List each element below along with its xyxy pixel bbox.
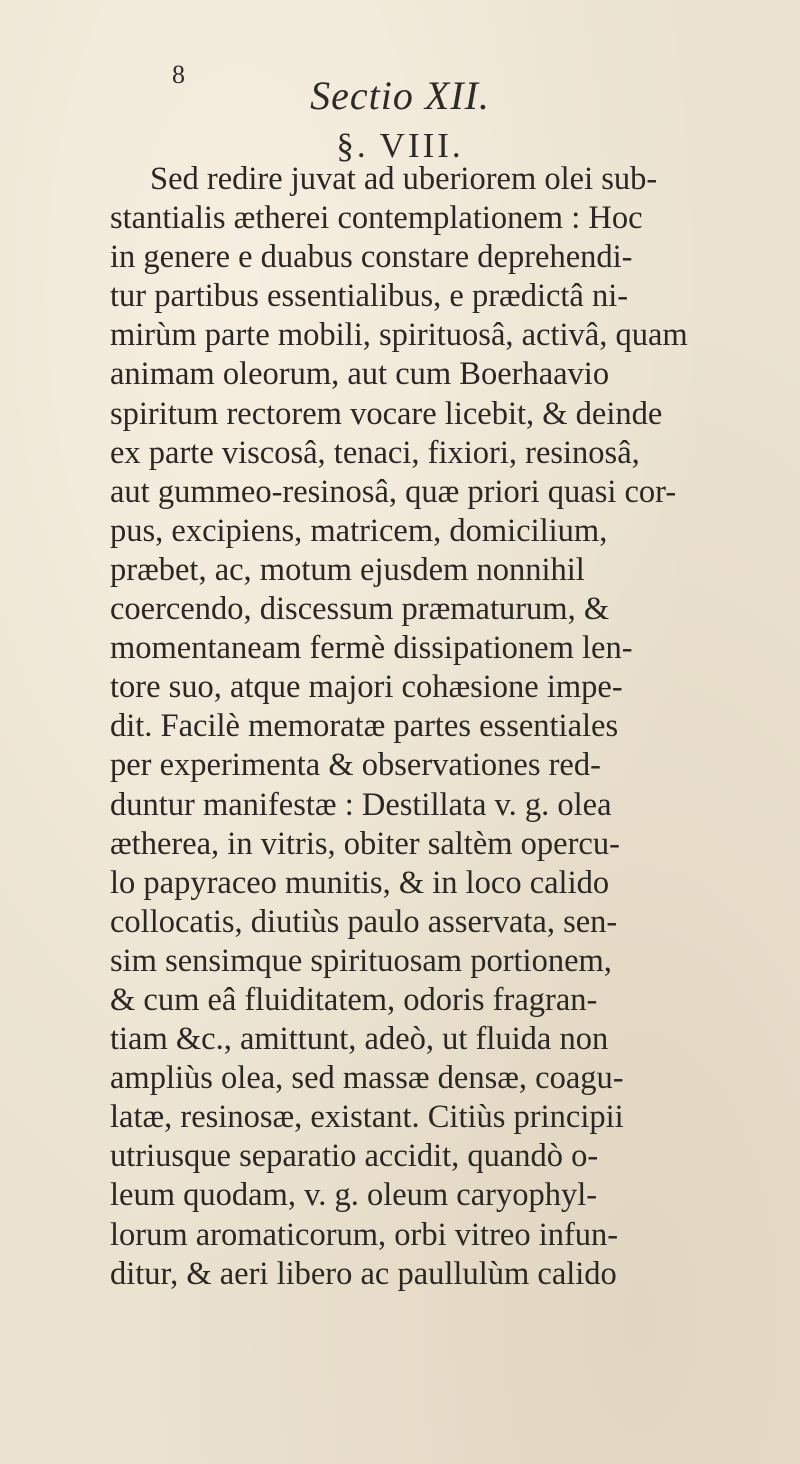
text-line: præbet, ac, motum ejusdem nonnihil [110,551,585,588]
text-line: collocatis, diutiùs paulo asservata, sen- [110,903,618,940]
text-line: in genere e duabus constare deprehendi- [110,239,633,276]
text-line: animam oleorum, aut cum Boerhaavio [110,356,610,393]
text-line: ampliùs olea, sed massæ densæ, coagu- [110,1060,624,1097]
text-line: tur partibus essentialibus, e prædictâ ni- [110,278,629,315]
text-line: per experimenta & observationes red- [110,747,601,784]
text-line: dit. Facilè memoratæ partes essentiales [110,708,619,745]
text-line: stantialis ætherei contemplationem : Hoc [110,200,643,237]
text-line: mirùm parte mobili, spirituosâ, activâ, quam [110,317,688,354]
text-line: ditur, & aeri libero ac paullulùm calido [110,1255,617,1292]
text-line: spiritum rectorem vocare licebit, & deinde [110,395,663,432]
text-line: pus, excipiens, matricem, domicilium, [110,512,608,549]
text-line: coercendo, discessum præmaturum, & [110,591,610,628]
text-line: momentaneam fermè dissipationem len- [110,630,633,667]
text-line: & cum eâ fluiditatem, odoris fragran- [110,981,598,1018]
page-number: 8 [172,60,185,89]
text-line: tiam &c., amittunt, adeò, ut fluida non [110,1021,609,1058]
text-line: ex parte viscosâ, tenaci, fixiori, resinosâ, [110,434,640,471]
text-line: lorum aromaticorum, orbi vitreo infun- [110,1216,619,1253]
body-paragraph [110,160,750,1294]
text-line: duntur manifestæ : Destillata v. g. olea [110,786,612,823]
text-line: Sed redire juvat ad uberiorem olei sub- [150,161,658,197]
text-line: tore suo, atque majori cohæsione impe- [110,669,623,706]
text-line: aut gummeo-resinosâ, quæ priori quasi cor- [110,473,677,510]
text-line: ætherea, in vitris, obiter saltèm opercu- [110,825,620,862]
section-heading: §. VIII. [336,126,464,165]
running-head: Sectio XII. [310,73,490,118]
text-line: sim sensimque spirituosam portionem, [110,942,612,979]
text-line: lo papyraceo munitis, & in loco calido [110,864,610,901]
text-line: latæ, resinosæ, existant. Citiùs principii [110,1099,624,1136]
text-line: utriusque separatio accidit, quandò o- [110,1138,599,1175]
text-line: leum quodam, v. g. oleum caryophyl- [110,1177,598,1214]
